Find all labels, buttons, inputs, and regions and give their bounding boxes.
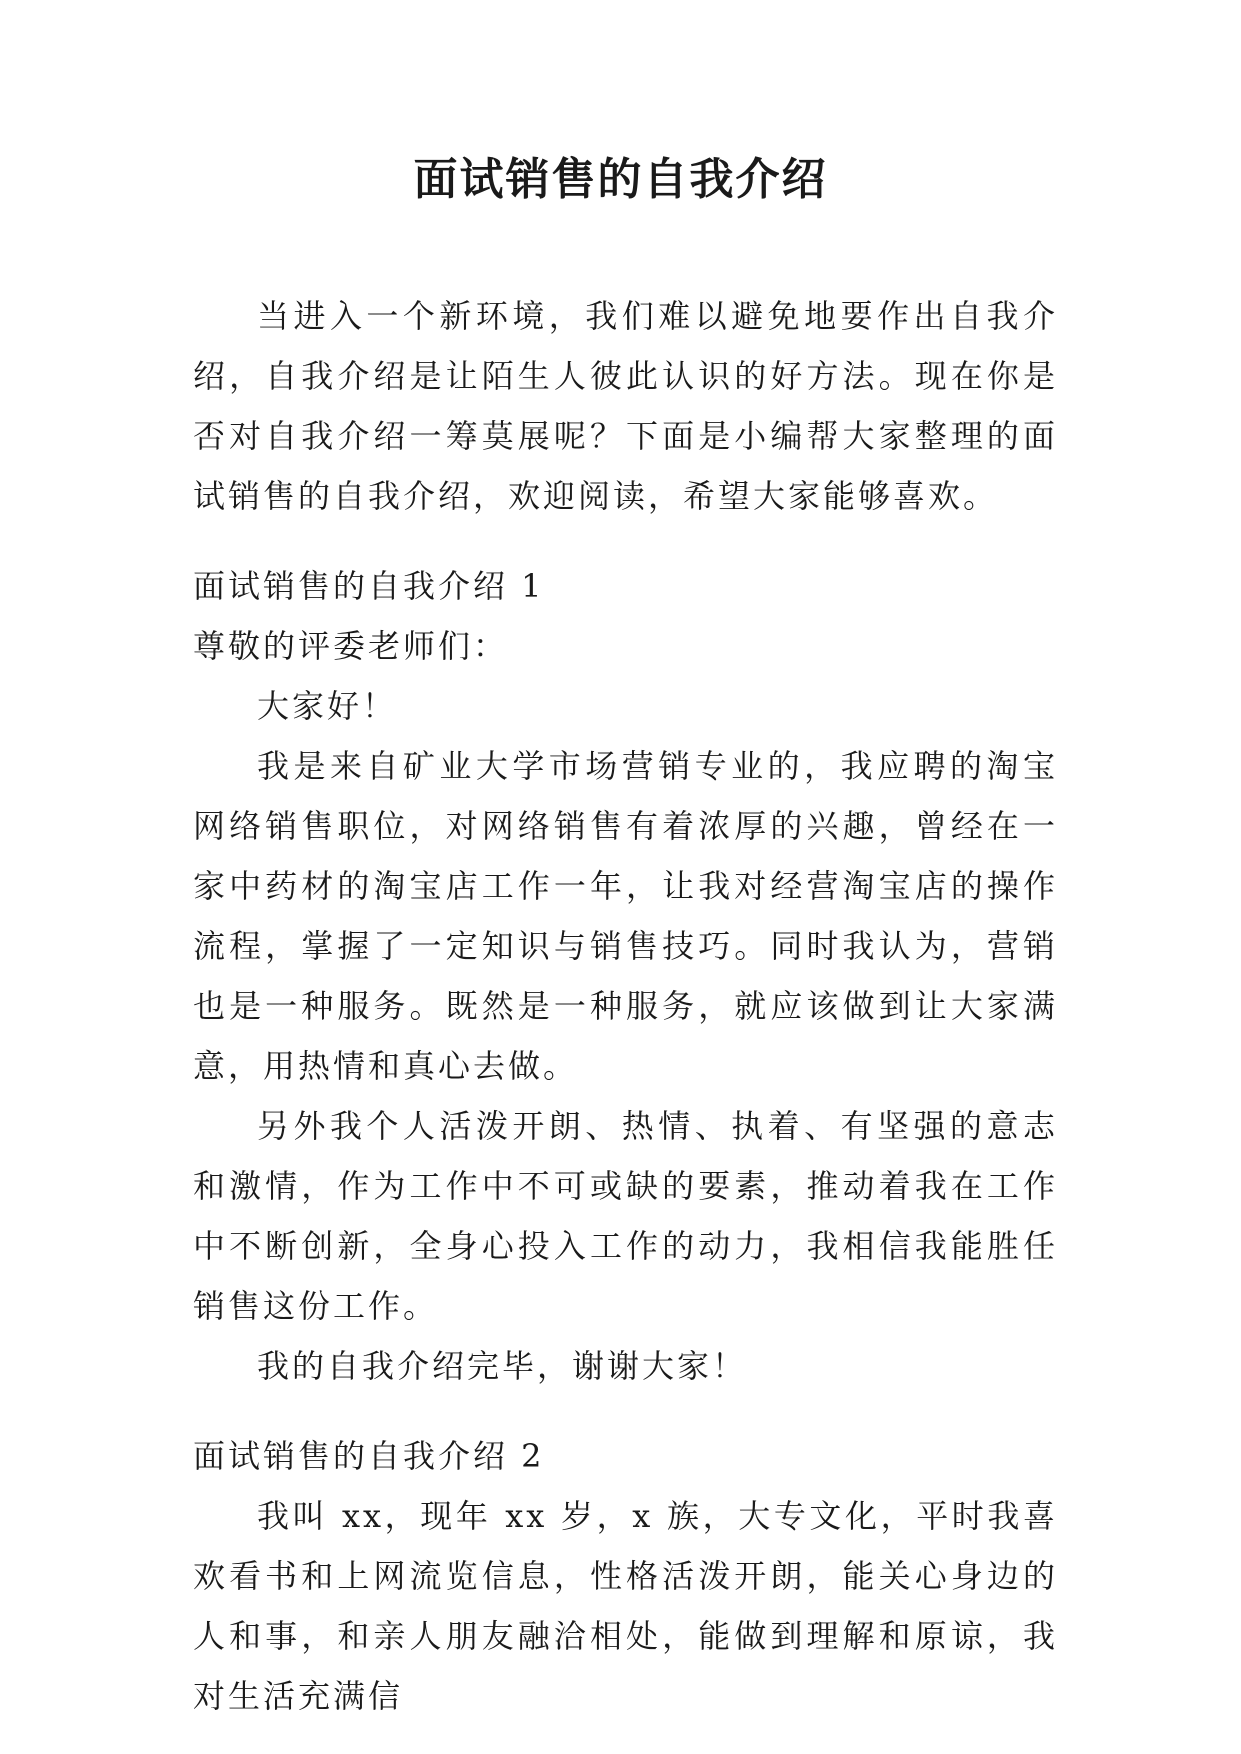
section-1-paragraph: 另外我个人活泼开朗、热情、执着、有坚强的意志和激情，作为工作中不可或缺的要素，推动着我在工作中不断创新，全身心投入工作的动力，我相信我能胜任销售这份工作。 [193, 1107, 1058, 1325]
document-body [193, 286, 1058, 1726]
intro-paragraph: 当进入一个新环境，我们难以避免地要作出自我介绍，自我介绍是让陌生人彼此认识的好方法。现在你是否对自我介绍一筹莫展呢？下面是小编帮大家整理的面试销售的自我介绍，欢迎阅读，希望大家能够喜欢。 [193, 297, 1058, 515]
section-2-paragraph: 我叫 xx，现年 xx 岁，x 族，大专文化，平时我喜欢看书和上网流览信息，性格活泼开朗，能关心身边的人和事，和亲人朋友融洽相处，能做到理解和原谅，我对生活充满信 [193, 1497, 1058, 1715]
section-2-heading: 面试销售的自我介绍 2 [193, 1437, 545, 1475]
salutation: 尊敬的评委老师们： [193, 627, 509, 665]
closing-line: 我的自我介绍完毕，谢谢大家！ [257, 1347, 748, 1385]
section-1-paragraph: 我是来自矿业大学市场营销专业的，我应聘的淘宝网络销售职位，对网络销售有着浓厚的兴趣，曾经在一家中药材的淘宝店工作一年，让我对经营淘宝店的操作流程，掌握了一定知识与销售技巧。同时我认为，营销也是一种服务。既然是一种服务，就应该做到让大家满意，用热情和真心去做。 [193, 747, 1058, 1085]
greeting: 大家好！ [257, 687, 398, 725]
section-1-heading: 面试销售的自我介绍 1 [193, 567, 545, 605]
page-title: 面试销售的自我介绍 [413, 154, 828, 205]
